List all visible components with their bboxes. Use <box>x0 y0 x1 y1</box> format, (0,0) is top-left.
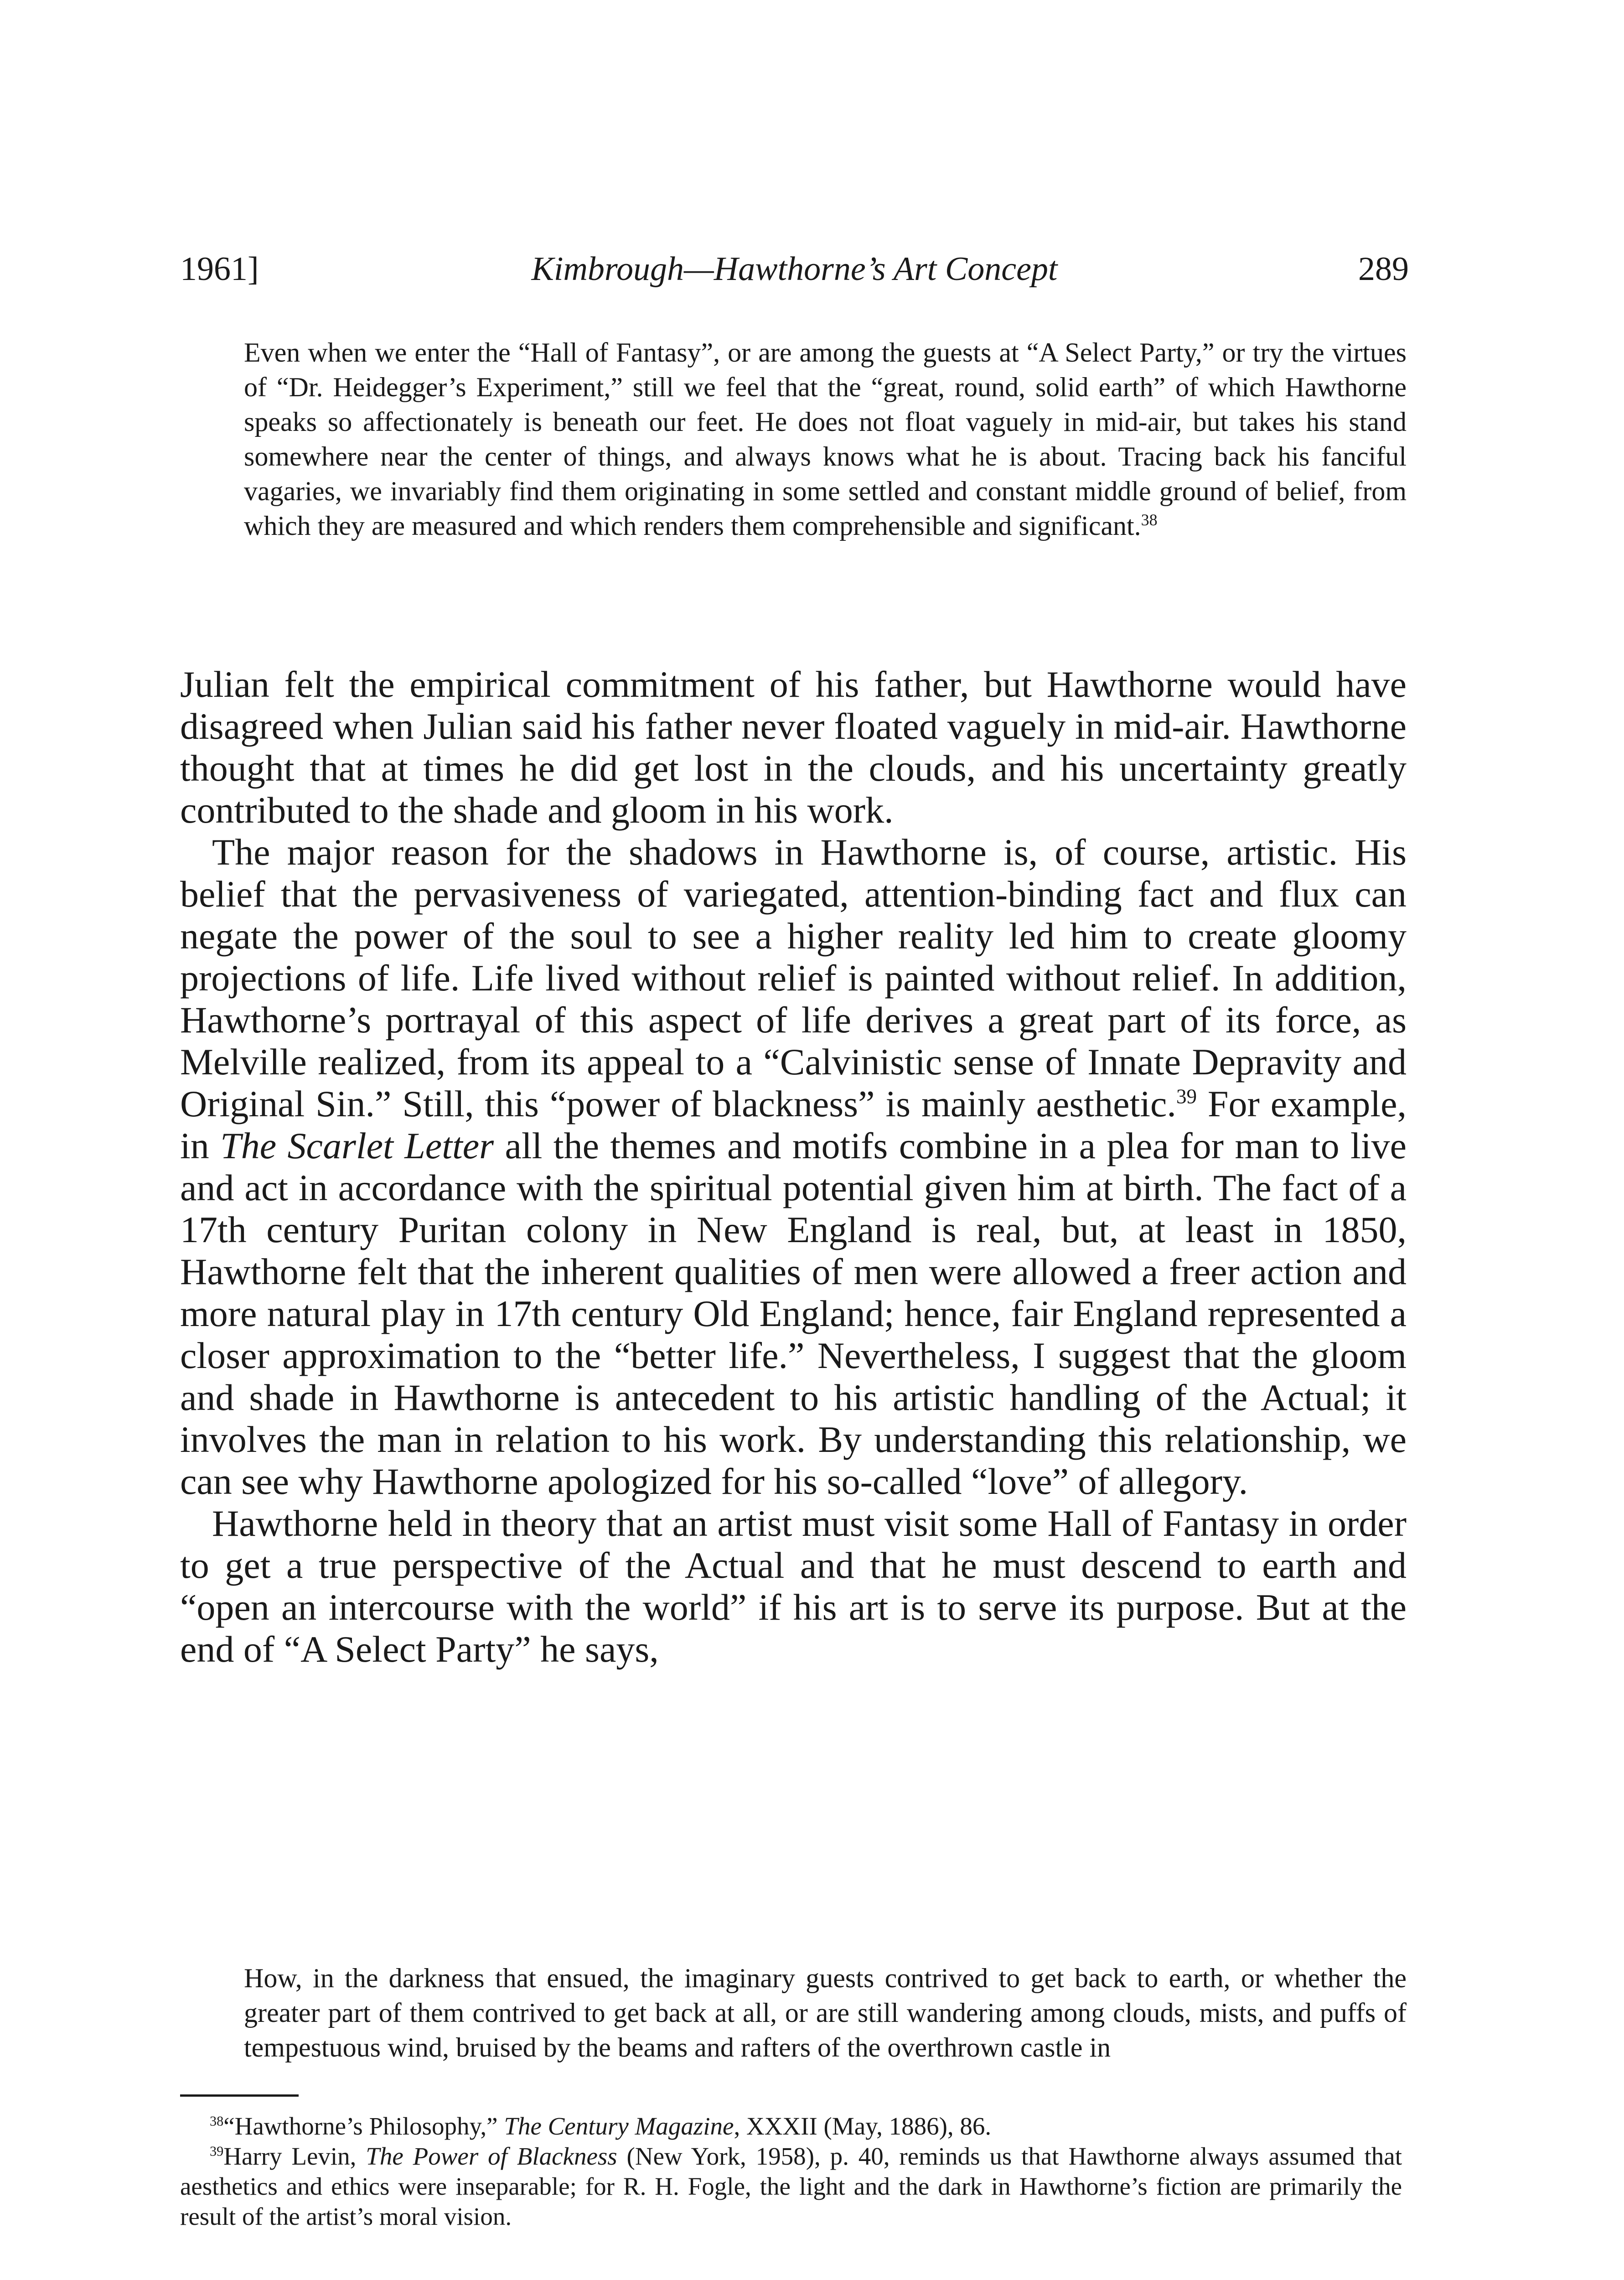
footnote-text: , XXXII (May, 1886), 86. <box>734 2112 992 2140</box>
footnote-text: “Hawthorne’s Philosophy,” <box>223 2112 504 2140</box>
paragraph-shadows <box>180 831 1407 1503</box>
block-quote-select-party <box>244 1961 1407 2065</box>
paragraph-text: all the themes and motifs combine in a plea for man to live and act in accordance with the spiritual potential given him at birth. The fact of a 17th century Puritan colony in New England is real, but, at least in 1850, Hawthorne felt that the inherent qualities of men were allowed a freer action and more natural play in 17th century Old England; hence, fair England represented a closer approximation to the “better life.” Nevertheless, I suggest that the gloom and shade in Hawthorne is antecedent to his artistic handling of the Actual; it involves the man in relation to his work. By understanding this relationship, we can see why Hawthorne apologized for his so-called “love” of allegory. <box>180 1125 1407 1502</box>
footnote-reference-39: 39 <box>1176 1085 1197 1108</box>
paragraph-text: For example, in <box>180 1083 1407 1166</box>
page-number: 289 <box>1358 250 1409 288</box>
block-quote-text: Even when we enter the “Hall of Fantasy”, or are among the guests at “A Select Party,” or try the virtues of “Dr. Heidegger’s Experiment,” still we feel that the “great, round, solid earth” of which Hawthorne speaks so affectionately is beneath our feet. He does not float vaguely in mid-air, but takes his stand somewhere near the center of things, and always knows what he is about. Tracing back his fanciful vagaries, we invariably find them originating in some settled and constant middle ground of belief, from which they are measured and which renders them comprehensible and significant. <box>244 337 1407 541</box>
block-quote-text: How, in the darkness that ensued, the imaginary guests contrived to get back to earth, or whether the greater part of them contrived to get back at all, or are still wandering among clouds, mists, and puffs of tempestuous wind, bruised by the beams and rafters of the overthrown castle in <box>244 1963 1407 2062</box>
body-text <box>180 663 1407 1670</box>
footnote-number: 39 <box>210 2143 224 2159</box>
paragraph-julian <box>180 663 1407 831</box>
footnote-source-title: The Power of Blackness <box>366 2142 617 2170</box>
paragraph-hall-of-fantasy <box>180 1503 1407 1670</box>
running-head <box>180 249 1409 290</box>
footnote-source-title: The Century Magazine <box>504 2112 734 2140</box>
footnote-39 <box>180 2141 1402 2232</box>
paragraph-text: Julian felt the empirical commitment of his father, but Hawthorne would have disagreed when Julian said his father never floated vaguely in mid-air. Hawthorne thought that at times he did get lost in the clouds, and his uncertainty greatly contributed to the shade and gloom in his work. <box>180 663 1407 831</box>
footnote-number: 38 <box>210 2113 224 2129</box>
volume-year: 1961] <box>180 250 259 288</box>
footnote-text: Harry Levin, <box>223 2142 366 2170</box>
book-title-scarlet-letter: The Scarlet Letter <box>220 1125 494 1166</box>
footnote-reference-38: 38 <box>1141 511 1158 529</box>
running-title: Kimbrough—Hawthorne’s Art Concept <box>531 250 1058 288</box>
footnote-38 <box>180 2111 1402 2141</box>
footnote-divider <box>180 2094 299 2097</box>
paragraph-text: The major reason for the shadows in Hawthorne is, of course, artistic. His belief that the pervasiveness of variegated, attention-binding fact and flux can negate the power of the soul to see a higher reality led him to create gloomy projections of life. Life lived without relief is painted without relief. In addition, Hawthorne’s portrayal of this aspect of life derives a great part of its force, as Melville realized, from its appeal to a “Calvinistic sense of Innate Depravity and Original Sin.” Still, this “power of blackness” is mainly aesthetic. <box>180 831 1407 1124</box>
footnote-text: (New York, 1958), p. 40, reminds us that Hawthorne always assumed that aesthetics and ethics were inseparable; for R. H. Fogle, the light and the dark in Hawthorne’s fiction are primarily the result of the artist’s moral vision. <box>180 2142 1402 2230</box>
block-quote-julian-hawthorne <box>244 335 1407 543</box>
footnotes <box>180 2111 1402 2232</box>
paragraph-text: Hawthorne held in theory that an artist must visit some Hall of Fantasy in order to get a true perspective of the Actual and that he must descend to earth and “open an intercourse with the world” if his art is to serve its purpose. But at the end of “A Select Party” he says, <box>180 1503 1407 1670</box>
